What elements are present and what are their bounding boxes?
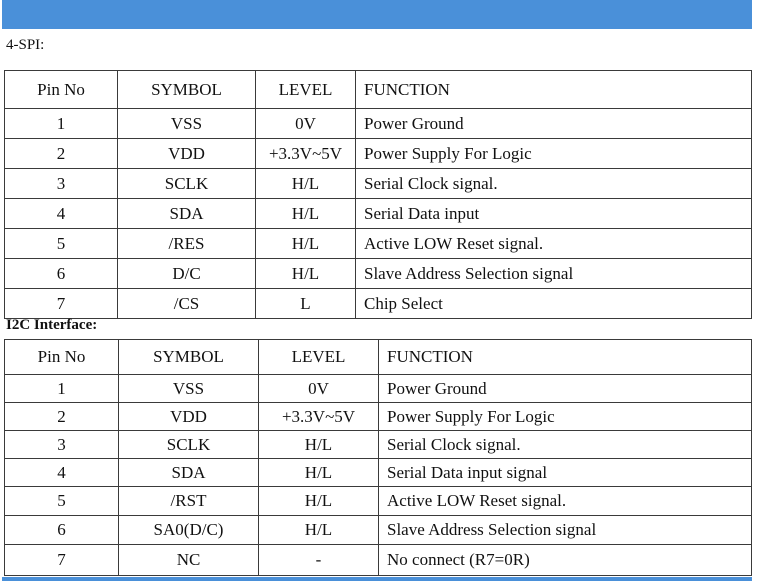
- pin-no-cell: 3: [5, 169, 118, 199]
- table-row: [5, 375, 752, 403]
- function-cell: Serial Clock signal.: [379, 431, 752, 459]
- pin-no-cell: 7: [5, 545, 119, 576]
- level-cell: H/L: [256, 169, 356, 199]
- level-cell: H/L: [256, 199, 356, 229]
- top-banner: [2, 0, 752, 29]
- table-row: [5, 431, 752, 459]
- header-pin-no: Pin No: [5, 340, 119, 375]
- table-row: [5, 289, 752, 319]
- header-function: FUNCTION: [356, 71, 752, 109]
- table-row: [5, 109, 752, 139]
- header-level: LEVEL: [259, 340, 379, 375]
- pin-no-cell: 1: [5, 375, 119, 403]
- symbol-cell: VSS: [118, 109, 256, 139]
- function-cell: Active LOW Reset signal.: [379, 487, 752, 516]
- level-cell: +3.3V~5V: [256, 139, 356, 169]
- function-cell: Active LOW Reset signal.: [356, 229, 752, 259]
- symbol-cell: D/C: [118, 259, 256, 289]
- symbol-cell: SA0(D/C): [119, 516, 259, 545]
- function-cell: Slave Address Selection signal: [356, 259, 752, 289]
- level-cell: H/L: [259, 487, 379, 516]
- function-cell: Serial Data input signal: [379, 459, 752, 487]
- table-row: [5, 487, 752, 516]
- pin-no-cell: 5: [5, 229, 118, 259]
- function-cell: Chip Select: [356, 289, 752, 319]
- header-function: FUNCTION: [379, 340, 752, 375]
- function-cell: Power Supply For Logic: [356, 139, 752, 169]
- function-cell: No connect (R7=0R): [379, 545, 752, 576]
- level-cell: +3.3V~5V: [259, 403, 379, 431]
- pin-no-cell: 6: [5, 259, 118, 289]
- table-row: [5, 459, 752, 487]
- pin-no-cell: 4: [5, 459, 119, 487]
- symbol-cell: SDA: [118, 199, 256, 229]
- pin-no-cell: 1: [5, 109, 118, 139]
- pin-no-cell: 2: [5, 403, 119, 431]
- pin-no-cell: 3: [5, 431, 119, 459]
- symbol-cell: VDD: [118, 139, 256, 169]
- function-cell: Serial Data input: [356, 199, 752, 229]
- pin-no-cell: 6: [5, 516, 119, 545]
- table-header-row: [5, 340, 752, 375]
- function-cell: Slave Address Selection signal: [379, 516, 752, 545]
- symbol-cell: /RST: [119, 487, 259, 516]
- level-cell: H/L: [259, 431, 379, 459]
- table-header-row: [5, 71, 752, 109]
- level-cell: H/L: [259, 516, 379, 545]
- i2c-pin-table: [4, 339, 752, 576]
- header-symbol: SYMBOL: [118, 71, 256, 109]
- pin-no-cell: 7: [5, 289, 118, 319]
- level-cell: -: [259, 545, 379, 576]
- table-row: [5, 199, 752, 229]
- table-row: [5, 169, 752, 199]
- table-row: [5, 259, 752, 289]
- table-row: [5, 516, 752, 545]
- level-cell: H/L: [259, 459, 379, 487]
- symbol-cell: NC: [119, 545, 259, 576]
- symbol-cell: /CS: [118, 289, 256, 319]
- table-row: [5, 403, 752, 431]
- function-cell: Serial Clock signal.: [356, 169, 752, 199]
- pin-no-cell: 5: [5, 487, 119, 516]
- function-cell: Power Supply For Logic: [379, 403, 752, 431]
- symbol-cell: SCLK: [118, 169, 256, 199]
- header-level: LEVEL: [256, 71, 356, 109]
- level-cell: 0V: [256, 109, 356, 139]
- i2c-section-label: I2C Interface:: [6, 317, 98, 333]
- level-cell: H/L: [256, 259, 356, 289]
- pin-no-cell: 2: [5, 139, 118, 169]
- pin-no-cell: 4: [5, 199, 118, 229]
- spi-pin-table: [4, 70, 752, 319]
- bottom-banner: [2, 577, 752, 581]
- symbol-cell: VDD: [119, 403, 259, 431]
- table-row: [5, 139, 752, 169]
- level-cell: L: [256, 289, 356, 319]
- header-pin-no: Pin No: [5, 71, 118, 109]
- symbol-cell: VSS: [119, 375, 259, 403]
- symbol-cell: SCLK: [119, 431, 259, 459]
- symbol-cell: /RES: [118, 229, 256, 259]
- header-symbol: SYMBOL: [119, 340, 259, 375]
- spi-section-label: 4-SPI:: [6, 37, 45, 53]
- table-row: [5, 545, 752, 576]
- function-cell: Power Ground: [379, 375, 752, 403]
- table-row: [5, 229, 752, 259]
- level-cell: H/L: [256, 229, 356, 259]
- level-cell: 0V: [259, 375, 379, 403]
- symbol-cell: SDA: [119, 459, 259, 487]
- function-cell: Power Ground: [356, 109, 752, 139]
